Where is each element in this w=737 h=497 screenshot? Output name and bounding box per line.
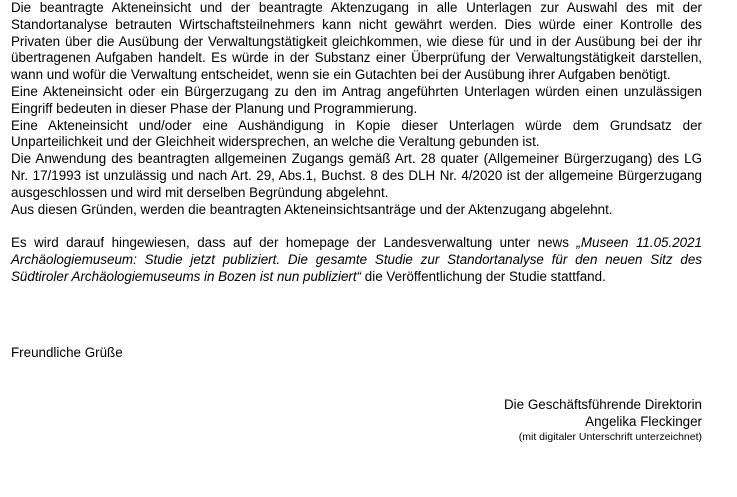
paragraph-conclusion: Aus diesen Gründen, werden die beantragten Akteneinsichtsanträge und der Aktenzugang abgelehnt. bbox=[11, 201, 613, 217]
paragraph-gap bbox=[11, 218, 702, 235]
letter-body bbox=[11, 0, 702, 286]
paragraph-access-denied: Die beantragte Akteneinsicht und der beantragte Aktenzugang in alle Unterlagen zur Auswahl des mit der Standortanalyse betrauten Wirtschaftsteilnehmers kann nicht gewährt werden. Dies würde einer Kontrolle des Privaten über die Ausübung der Verwaltungstätigkeit gleichkommen, wie diese für und in der Ausübung bei der ihr übertragenen Aufgaben handelt. Es würde in der Substanz einer Überprüfung der Verwaltungstätigkeit darstellen, wann und wofür die Verwaltung entscheidet, wenn sie ein Gutachten bei der Ausübung ihrer Aufgaben benötigt. bbox=[11, 0, 702, 83]
notice-text-end: die Veröffentlichung der Studie stattfand. bbox=[361, 268, 606, 284]
signature-block bbox=[504, 396, 702, 445]
paragraph-notice bbox=[11, 235, 702, 285]
signature-note: (mit digitaler Unterschrift unterzeichnet) bbox=[518, 431, 702, 443]
paragraph-unlawful-interference: Eine Akteneinsicht oder ein Bürgerzugang zu den im Antrag angeführten Unterlagen würden einen unzulässigen Eingriff bedeuten in dieser Phase der Planung und Programmierung. bbox=[11, 83, 702, 116]
closing-greeting: Freundliche Grüße bbox=[11, 345, 123, 360]
notice-text: Es wird darauf hingewiesen, dass auf der homepage der Landesverwaltung unter news bbox=[11, 235, 577, 251]
paragraph-legal-basis: Die Anwendung des beantragten allgemeinen Zugangs gemäß Art. 28 quater (Allgemeiner Bürgerzugang) des LG Nr. 17/1993 ist unzulässig und nach Art. 29, Abs.1, Buchst. 8 des DLH Nr. 4/2020 ist der allgemeine Bürgerzugang ausgeschlossen und wird mit derselben Begründung abgelehnt. bbox=[11, 151, 702, 200]
paragraph-impartiality: Eine Akteneinsicht und/oder eine Aushändigung in Kopie dieser Unterlagen würde dem Grundsatz der Unparteilichkeit und der Gleichheit widersprechen, an welche die Veraltung gebunden ist. bbox=[11, 117, 702, 150]
notice-news-title: „Museen 11.05.2021 Archäologiemuseum: Studie jetzt publiziert. Die gesamte Studie zur Standortanalyse für den neuen Sitz des Südtiroler Archäologiemuseums in Bozen ist nun publiziert“ bbox=[11, 235, 703, 284]
signature-title: Die Geschäftsführende Direktorin bbox=[504, 397, 702, 412]
signature-name: Angelika Fleckinger bbox=[585, 414, 702, 429]
